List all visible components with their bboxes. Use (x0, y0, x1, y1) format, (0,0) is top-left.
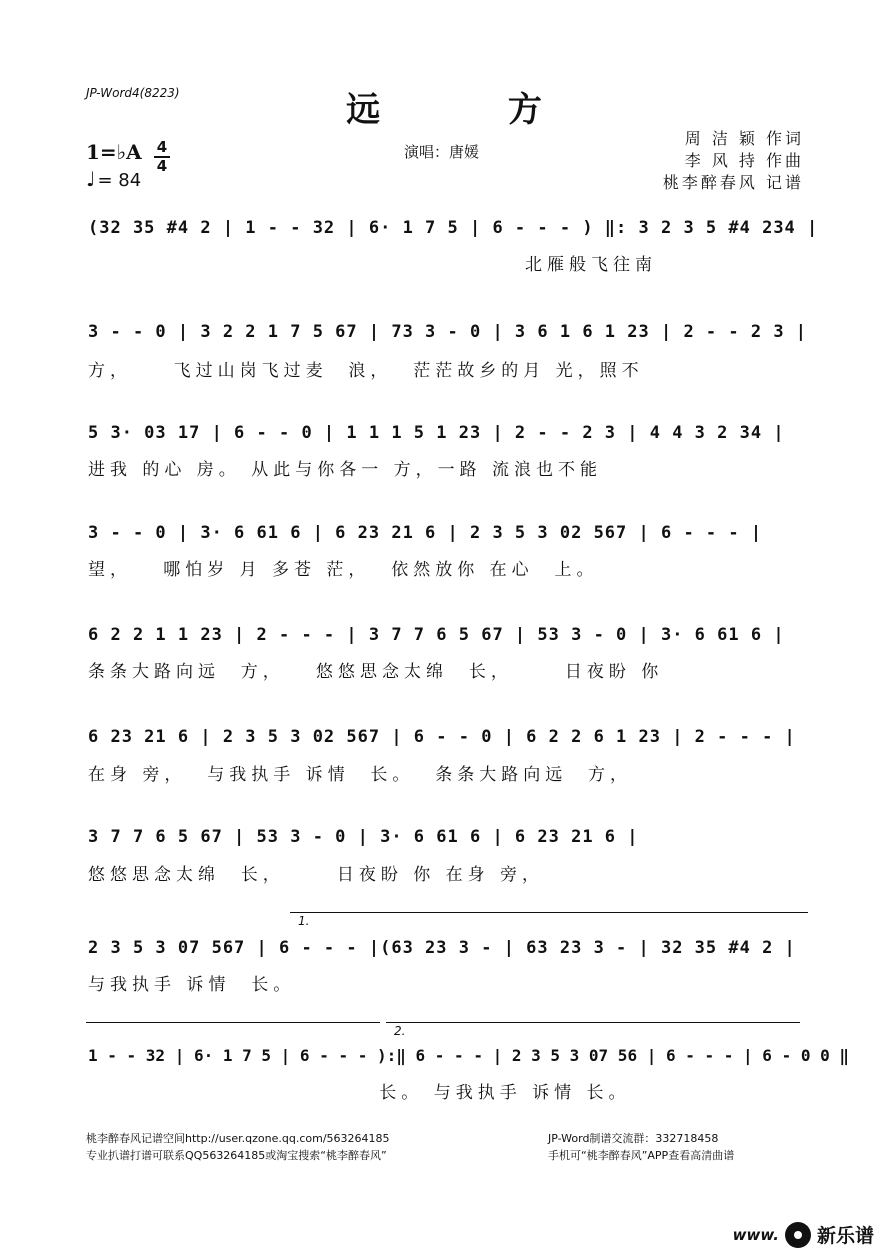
time-signature-bottom: 4 (156, 157, 168, 175)
lyricist-credit: 周 洁 颖 作词 (684, 129, 804, 148)
footer-right-line-2: 手机可“桃李醉春风”APP查看高清曲谱 (548, 1149, 735, 1162)
score-line-3-notes: 5 3· 03 17 | 6 - - 0 | 1 1 1 5 1 23 | 2 - - 2 3 | 4 4 3 2 34 | (88, 423, 785, 443)
score-line-6-lyrics: 在身 旁， 与我执手 诉情 长。 条条大路向远 方， (88, 765, 633, 785)
key-signature: 1=♭A (86, 140, 142, 164)
volta-1-bracket-continued (86, 1022, 380, 1023)
footer-right (548, 1130, 734, 1164)
score-line-3-lyrics: 进我 的心 房。 从此与你各一 方，一路 流浪也不能 (88, 460, 603, 480)
volta-1-label: 1. (298, 914, 310, 928)
watermark-brand: 新乐谱 (816, 1225, 874, 1247)
page-title: 远 方 (346, 90, 600, 130)
volta-2-bracket (386, 1022, 800, 1023)
credits (663, 128, 804, 194)
footer-left-line-1: 桃李醉春风记谱空间http://user.qzone.qq.com/563264185 (86, 1132, 390, 1145)
tempo-value: = 84 (97, 170, 142, 191)
score-line-9-notes: 1 - - 32 | 6· 1 7 5 | 6 - - - ):‖ 6 - - - | 2 3 5 3 07 56 | 6 - - - | 6 - 0 0 ‖ (88, 1046, 849, 1065)
score-line-8-notes: 2 3 5 3 07 567 | 6 - - - |(63 23 3 - | 63 23 3 - | 32 35 #4 2 | (88, 938, 796, 958)
score-line-4-notes: 3 - - 0 | 3· 6 61 6 | 6 23 21 6 | 2 3 5 3 02 567 | 6 - - - | (88, 523, 763, 543)
score-line-6-notes: 6 23 21 6 | 2 3 5 3 02 567 | 6 - - 0 | 6 2 2 6 1 23 | 2 - - - | (88, 727, 796, 747)
transcriber-credit: 桃李醉春风 记谱 (662, 173, 804, 192)
tempo-marking (86, 167, 141, 191)
score-line-5-notes: 6 2 2 1 1 23 | 2 - - - | 3 7 7 6 5 67 | 53 3 - 0 | 3· 6 61 6 | (88, 625, 785, 645)
watermark-site: www. (732, 1225, 779, 1244)
quarter-note-icon: ♩ (86, 167, 96, 191)
score-line-8-lyrics: 与我执手 诉情 长。 (88, 975, 296, 995)
score-line-5-lyrics: 条条大路向远 方， 悠悠思念太绵 长， 日夜盼 你 (88, 662, 664, 682)
watermark-logo (733, 1221, 874, 1248)
score-line-2-lyrics: 方， 飞过山岗飞过麦 浪， 茫茫故乡的月 光，照不 (88, 361, 644, 381)
score-line-7-lyrics: 悠悠思念太绵 长， 日夜盼 你 在身 旁， (88, 865, 545, 885)
footer-left (86, 1130, 390, 1164)
vinyl-disc-icon (785, 1222, 811, 1248)
software-label: JP-Word4(8223) (86, 86, 180, 100)
time-signature-top: 4 (156, 138, 168, 156)
time-signature (152, 140, 172, 174)
score-line-1-lyrics: 北雁般飞往南 (88, 255, 657, 275)
footer-left-line-2: 专业扒谱打谱可联系QQ563264185或淘宝搜索“桃李醉春风” (86, 1149, 387, 1162)
volta-1-bracket (290, 912, 808, 913)
singer-credit: 演唱：唐媛 (404, 143, 480, 161)
footer-right-line-1: JP-Word制谱交流群：332718458 (548, 1132, 719, 1145)
score-line-4-lyrics: 望， 哪怕岁 月 多苍 茫， 依然放你 在心 上。 (88, 560, 599, 580)
composer-credit: 李 风 持 作曲 (684, 151, 804, 170)
score-line-2-notes: 3 - - 0 | 3 2 2 1 7 5 67 | 73 3 - 0 | 3 6 1 6 1 23 | 2 - - 2 3 | (88, 322, 808, 342)
score-line-9-lyrics: 长。 与我执手 诉情 长。 (88, 1083, 631, 1103)
volta-2-label: 2. (394, 1024, 406, 1038)
score-line-1-notes: (32 35 #4 2 | 1 - - 32 | 6· 1 7 5 | 6 - - - ) ‖: 3 2 3 5 #4 234 | (88, 218, 819, 238)
score-line-7-notes: 3 7 7 6 5 67 | 53 3 - 0 | 3· 6 61 6 | 6 23 21 6 | (88, 827, 639, 847)
